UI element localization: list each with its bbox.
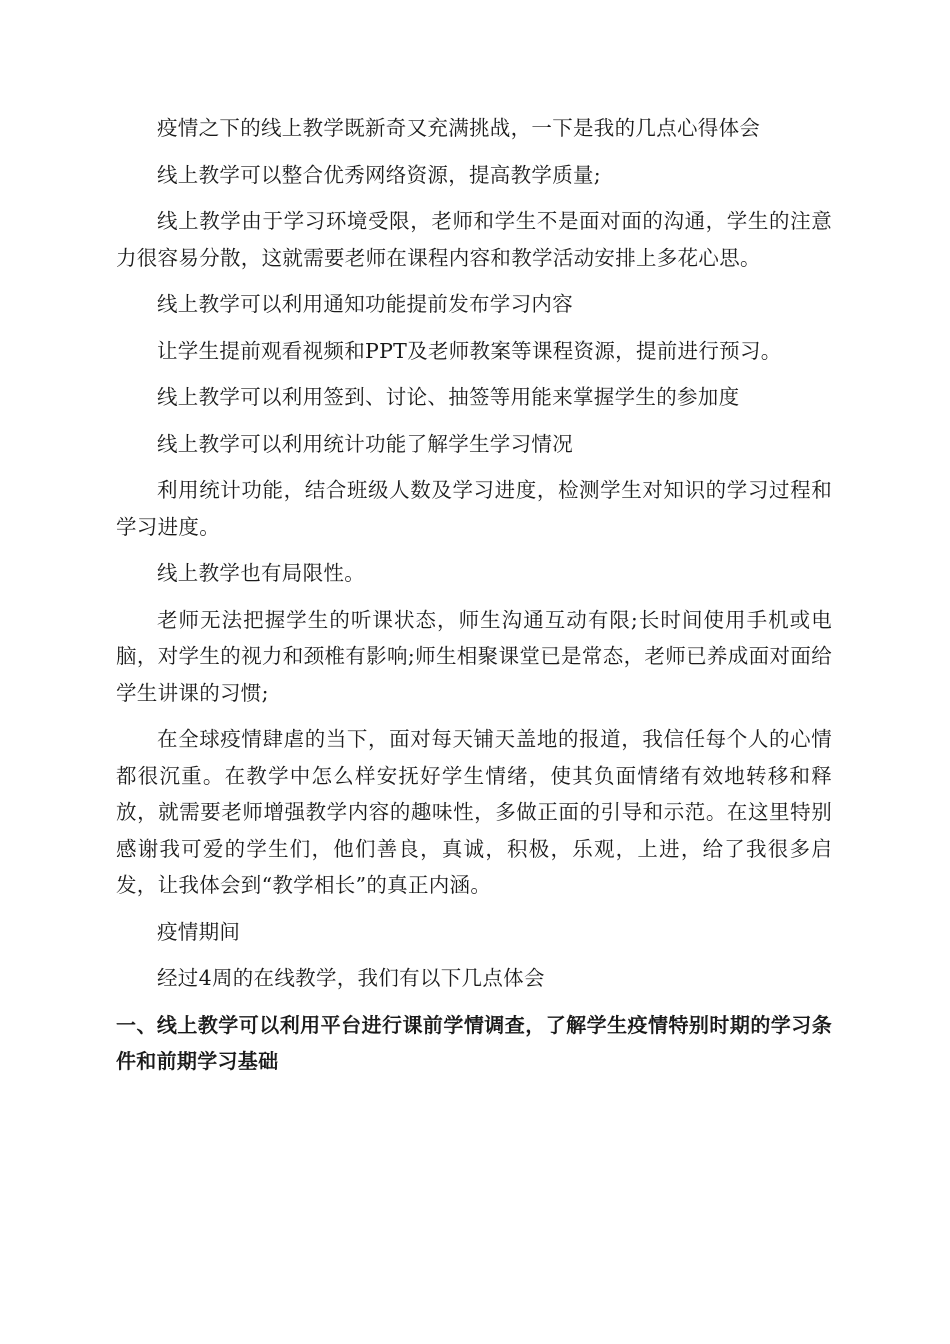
paragraph-intro: 疫情之下的线上教学既新奇又充满挑战，一下是我的几点心得体会	[157, 116, 761, 140]
paragraph-reflection: 在全球疫情肆虐的当下，面对每天铺天盖地的报道，我信任每个人的心情都很沉重。在教学中怎么样安抚好学生情绪，使其负面情绪有效地转移和释放，就需要老师增强教学内容的趣味性，多做正面的引导和示范。在这里特别感谢我可爱的学生们，他们善良，真诚，积极，乐观，上进，给了我很多启发，让我体会到“教学相长”的真正内涵。	[116, 727, 832, 897]
paragraph-environment: 线上教学由于学习环境受限，老师和学生不是面对面的沟通，学生的注意力很容易分散，这就需要老师在课程内容和教学活动安排上多花心思。	[116, 209, 832, 270]
paragraph-statistics-detail: 利用统计功能，结合班级人数及学习进度，检测学生对知识的学习过程和学习进度。	[116, 478, 832, 539]
document-body	[116, 110, 832, 1090]
paragraph-notice: 线上教学可以利用通知功能提前发布学习内容	[157, 292, 573, 316]
paragraph-four-weeks: 经过4周的在线教学，我们有以下几点体会	[157, 966, 545, 990]
paragraph-epidemic: 疫情期间	[157, 919, 241, 944]
paragraph-limitations: 线上教学也有局限性。	[157, 561, 365, 585]
paragraph-statistics: 线上教学可以利用统计功能了解学生学习情况	[157, 431, 573, 456]
paragraph-preview: 让学生提前观看视频和PPT及老师教案等课程资源，提前进行预习。	[157, 338, 782, 363]
paragraph-resources: 线上教学可以整合优秀网络资源，提高教学质量;	[157, 162, 602, 187]
paragraph-signin: 线上教学可以利用签到、讨论、抽签等用能来掌握学生的参加度	[157, 385, 740, 409]
paragraph-limitations-detail: 老师无法把握学生的听课状态，师生沟通互动有限;长时间使用手机或电脑，对学生的视力和颈椎有影响;师生相聚课堂已是常态，老师已养成面对面给学生讲课的习惯;	[116, 607, 832, 705]
section-heading: 一、线上教学可以利用平台进行课前学情调查，了解学生疫情特别时期的学习条件和前期学习基础	[116, 1012, 832, 1073]
